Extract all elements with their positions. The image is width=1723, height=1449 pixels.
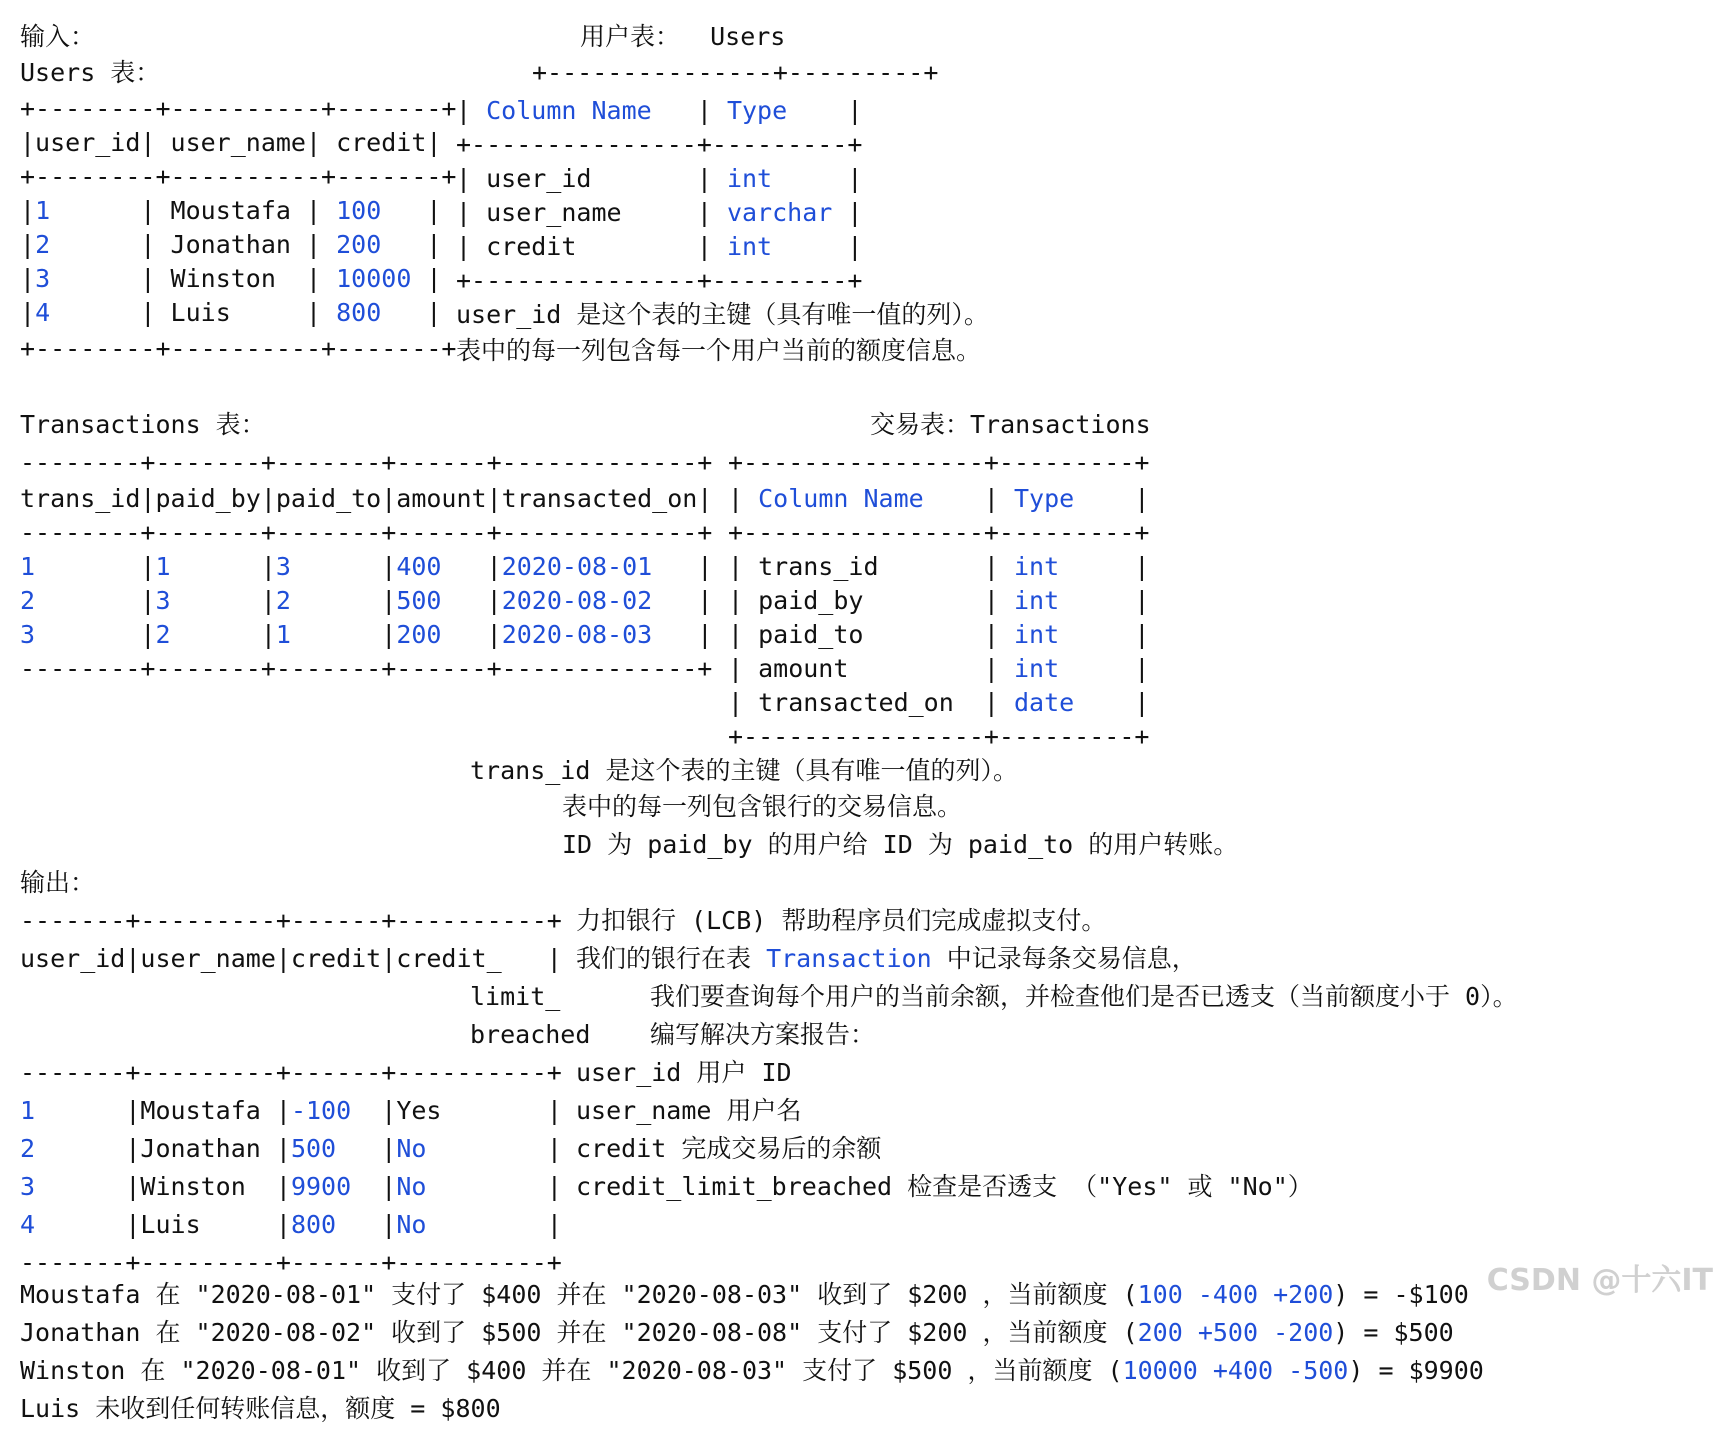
output-border-top: -------+---------+------+----------+ — [20, 906, 562, 935]
transactions-schema-border-bottom: +----------------+---------+ — [728, 722, 1150, 751]
list-item: | credit | int | — [456, 232, 863, 261]
explanation-line: Jonathan 在 "2020-08-02" 收到了 $500 并在 "2020-08-08" 支付了 $200 ，当前额度 (200 +500 -200) = $500 — [20, 1318, 1454, 1347]
transactions-note-3: ID 为 paid_by 的用户给 ID 为 paid_to 的用户转账。 — [562, 830, 1239, 859]
users-table-border-bottom: +--------+----------+-------+ — [20, 334, 457, 363]
users-schema-header: | Column Name | Type | — [456, 96, 863, 125]
table-row: |3 | Winston | 10000 | — [20, 264, 442, 293]
description-line-3: 我们要查询每个用户的当前余额，并检查他们是否已透支（当前额度小于 0）。 — [650, 982, 1518, 1011]
users-schema-note-1: user_id 是这个表的主键（具有唯一值的列）。 — [456, 300, 989, 329]
transactions-table-label: Transactions 表： — [20, 410, 266, 439]
transactions-note-2: 表中的每一列包含银行的交易信息。 — [562, 792, 963, 821]
output-header: user_id|user_name|credit|credit_ | — [20, 944, 562, 973]
table-row: 3 |Winston |9900 |No | — [20, 1172, 562, 1201]
users-table-header: |user_id| user_name| credit| — [20, 128, 442, 157]
users-schema-title: 用户表： Users — [580, 22, 786, 51]
explanation-line: Moustafa 在 "2020-08-01" 支付了 $400 并在 "2020-08-03" 收到了 $200 ，当前额度 (100 -400 +200) = -$100 — [20, 1280, 1469, 1309]
list-item: | paid_by | int | — [728, 586, 1150, 615]
transactions-schema-header: | Column Name | Type | — [728, 484, 1150, 513]
description-line-7: credit 完成交易后的余额 — [576, 1134, 882, 1163]
list-item: | user_name | varchar | — [456, 198, 863, 227]
transactions-note-1: trans_id 是这个表的主键（具有唯一值的列）。 — [470, 756, 1018, 785]
transactions-border-bottom: --------+-------+-------+------+-------------+ — [20, 654, 713, 683]
list-item: | transacted_on | date | — [728, 688, 1150, 717]
table-row: |4 | Luis | 800 | — [20, 298, 442, 327]
transactions-border-top: --------+-------+-------+------+-------------+ — [20, 448, 713, 477]
table-row: |1 | Moustafa | 100 | — [20, 196, 442, 225]
table-row: |2 | Jonathan | 200 | — [20, 230, 442, 259]
output-header-breached: breached — [470, 1020, 591, 1049]
transactions-header: trans_id|paid_by|paid_to|amount|transacted_on| — [20, 484, 713, 513]
output-header-limit: limit_ — [470, 982, 561, 1011]
list-item: | user_id | int | — [456, 164, 863, 193]
users-table-label: Users 表： — [20, 58, 161, 87]
users-schema-border-top: +---------------+---------+ — [532, 58, 939, 87]
users-table-border-mid: +--------+----------+-------+ — [20, 162, 457, 191]
table-row: 4 |Luis |800 |No | — [20, 1210, 562, 1239]
list-item: | amount | int | — [728, 654, 1150, 683]
transaction-link: Transaction — [766, 944, 932, 973]
transactions-schema-border-mid: +----------------+---------+ — [728, 518, 1150, 547]
table-row: 2 |Jonathan |500 |No | — [20, 1134, 562, 1163]
table-row: 2 |3 |2 |500 |2020-08-02 | — [20, 586, 713, 615]
output-border-bottom: -------+---------+------+----------+ — [20, 1248, 562, 1277]
table-row: 3 |2 |1 |200 |2020-08-03 | — [20, 620, 713, 649]
description-line-5: user_id 用户 ID — [576, 1058, 792, 1087]
users-schema-border-bottom: +---------------+---------+ — [456, 266, 863, 295]
description-line-4: 编写解决方案报告： — [650, 1020, 876, 1049]
transactions-schema-title: 交易表：Transactions — [870, 410, 1151, 439]
explanation-line-last: Luis 未收到任何转账信息，额度 = $800 — [20, 1394, 501, 1423]
description-line-6: user_name 用户名 — [576, 1096, 802, 1125]
transactions-schema-border-top: +----------------+---------+ — [728, 448, 1150, 477]
table-row: 1 |1 |3 |400 |2020-08-01 | — [20, 552, 713, 581]
description-line-8: credit_limit_breached 检查是否透支 （"Yes" 或 "No"） — [576, 1172, 1313, 1201]
output-label: 输出： — [20, 868, 96, 897]
users-schema-border-mid: +---------------+---------+ — [456, 130, 863, 159]
explanation-line: Winston 在 "2020-08-01" 收到了 $400 并在 "2020-08-03" 支付了 $500 ，当前额度 (10000 +400 -500) = $9900 — [20, 1356, 1484, 1385]
transactions-border-mid: --------+-------+-------+------+-------------+ — [20, 518, 713, 547]
description-line-1: 力扣银行 (LCB) 帮助程序员们完成虚拟支付。 — [576, 906, 1107, 935]
users-table-border-top: +--------+----------+-------+ — [20, 94, 457, 123]
description-line-2: 我们的银行在表 Transaction 中记录每条交易信息， — [576, 944, 1197, 973]
users-schema-note-2: 表中的每一列包含每一个用户当前的额度信息。 — [456, 336, 982, 365]
table-row: 1 |Moustafa |-100 |Yes | — [20, 1096, 562, 1125]
list-item: | trans_id | int | — [728, 552, 1150, 581]
input-label: 输入： — [20, 22, 96, 51]
list-item: | paid_to | int | — [728, 620, 1150, 649]
watermark: CSDN @十六IT — [1486, 1263, 1713, 1298]
output-border-mid: -------+---------+------+----------+ — [20, 1058, 562, 1087]
